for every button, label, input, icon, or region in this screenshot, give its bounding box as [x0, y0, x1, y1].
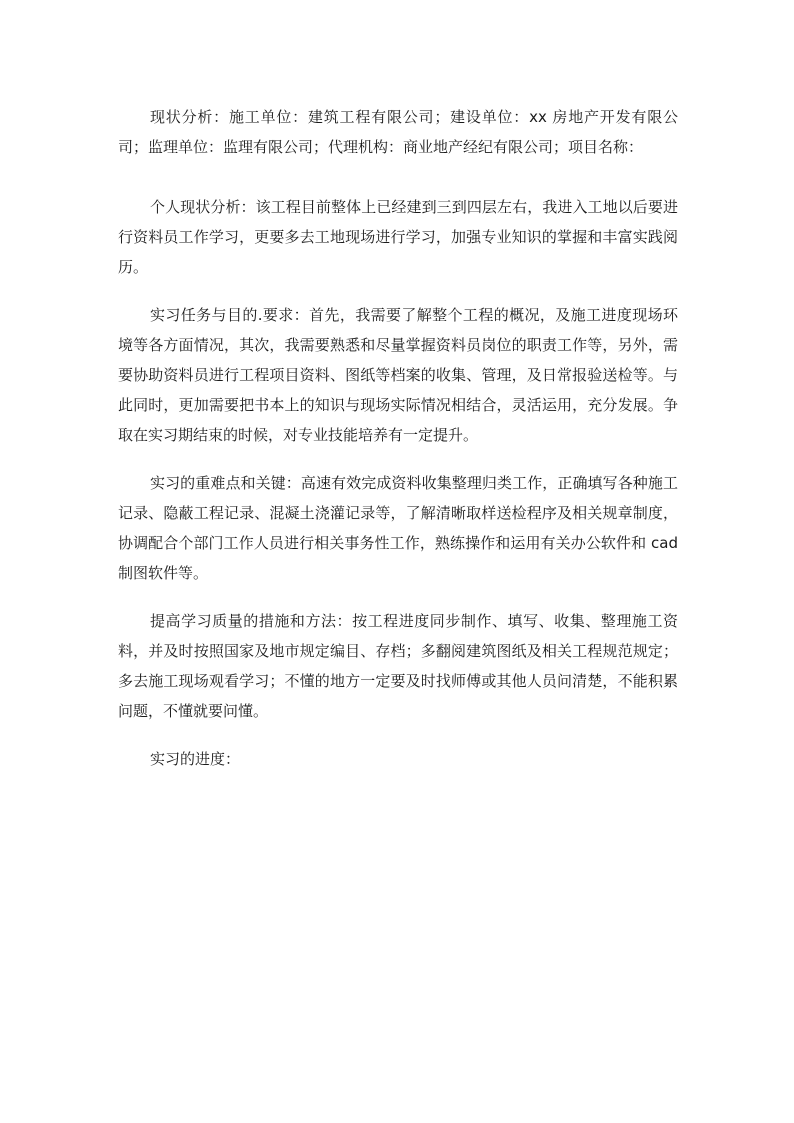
document-body: [118, 102, 678, 792]
paragraph-measures-and-methods: 提高学习质量的措施和方法：按工程进度同步制作、填写、收集、整理施工资料，并及时按照国家及地市规定编目、存档；多翻阅建筑图纸及相关工程规范规定；多去施工现场观看学习；不懂的地方一定要及时找师傅或其他人员问清楚，不能积累问题，不懂就要问懂。: [118, 612, 678, 720]
paragraph-key-points: 实习的重难点和关键：高速有效完成资料收集整理归类工作，正确填写各种施工记录、隐蔽工程记录、混凝土浇灌记录等，了解清晰取样送检程序及相关规章制度，协调配合个部门工作人员进行相关事务性工作，熟练操作和运用有关办公软件和 cad 制图软件等。: [118, 474, 678, 582]
paragraph-status-analysis: 现状分析：施工单位：建筑工程有限公司；建设单位：xx 房地产开发有限公司；监理单位：监理有限公司；代理机构：商业地产经纪有限公司；项目名称：: [118, 108, 678, 156]
paragraph-progress: 实习的进度：: [150, 750, 241, 768]
paragraph-personal-analysis: 个人现状分析：该工程目前整体上已经建到三到四层左右，我进入工地以后要进行资料员工作学习，更要多去工地现场进行学习，加强专业知识的掌握和丰富实践阅历。: [118, 198, 678, 276]
paragraph-tasks-and-goals: 实习任务与目的.要求：首先，我需要了解整个工程的概况，及施工进度现场环境等各方面情况，其次，我需要熟悉和尽量掌握资料员岗位的职责工作等，另外，需要协助资料员进行工程项目资料、图纸等档案的收集、管理，及日常报验送检等。与此同时，更加需要把书本上的知识与现场实际情况相结合，灵活运用，充分发展。争取在实习期结束的时候，对专业技能培养有一定提升。: [118, 306, 678, 444]
